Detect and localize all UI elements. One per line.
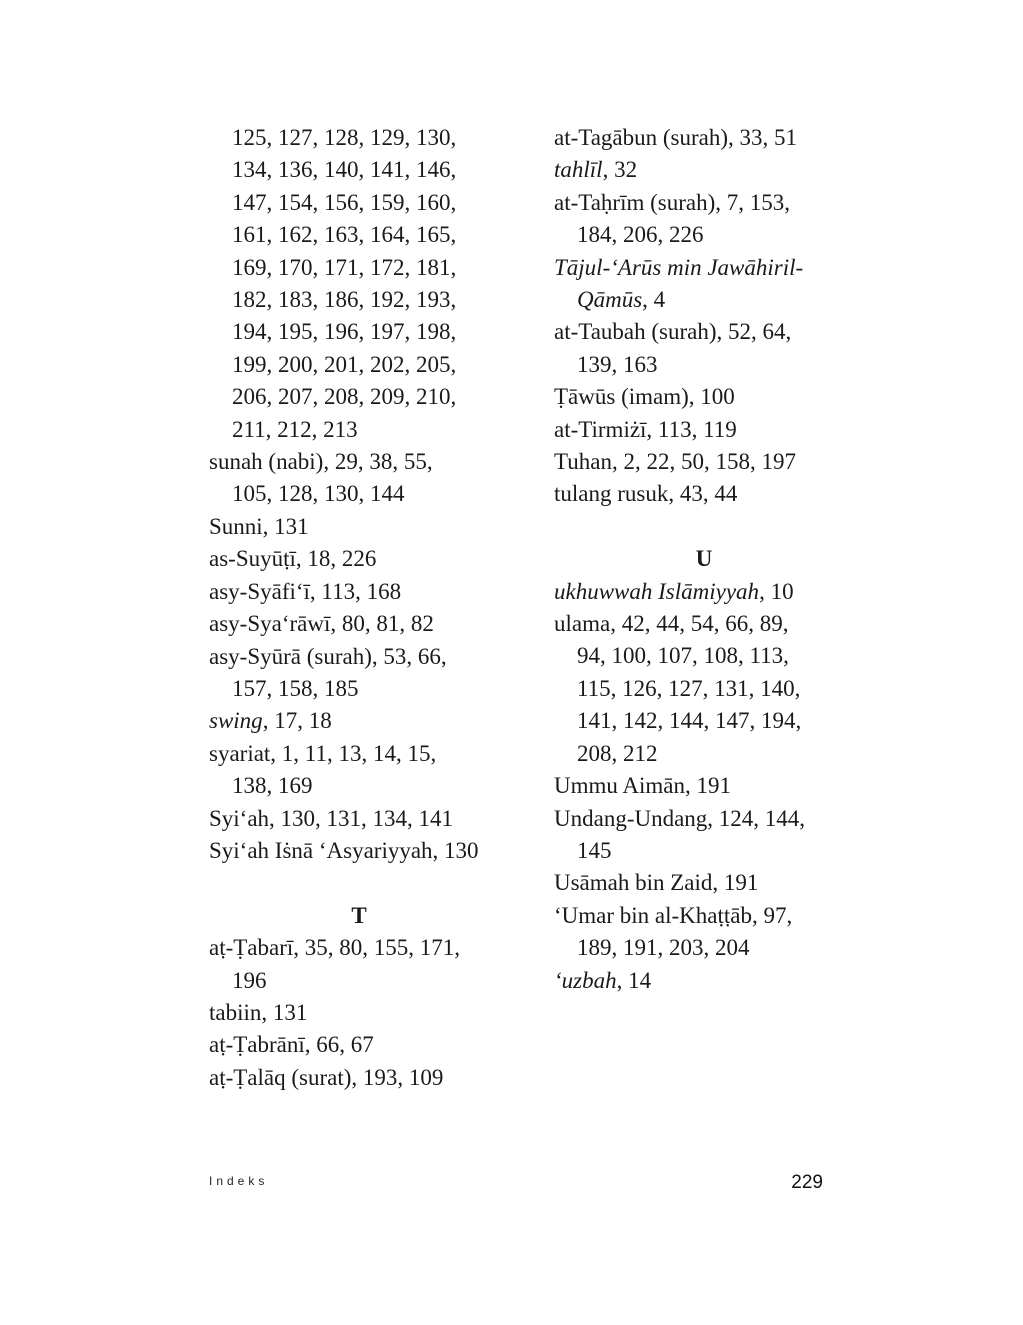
section-heading-u: U (695, 546, 713, 572)
index-entry-syarawi: asy-Syaʻrāwī, 80, 81, 82 (209, 611, 434, 637)
page-number: 229 (791, 1172, 823, 1193)
index-entry-tabiin: tabiin, 131 (209, 999, 308, 1025)
running-footer-section: Indeks (209, 1174, 269, 1188)
index-entry-continuation: 184, 206, 226 (577, 222, 704, 248)
index-entry-continuation: 182, 183, 186, 192, 193, (232, 287, 457, 313)
index-pages: , 17, 18 (262, 708, 332, 734)
index-entry-syiah-isna: Syiʻah Iṡnā ʻAsyariyyah, 130 (209, 837, 479, 863)
index-entry-continuation: 141, 142, 144, 147, 194, (577, 708, 802, 734)
index-entry-umar: ʻUmar bin al-Khaṭṭāb, 97, (554, 902, 793, 928)
index-pages: , 10 (759, 578, 794, 604)
index-term-italic: tahlīl (554, 157, 603, 183)
index-entry-continuation: 211, 212, 213 (232, 416, 358, 442)
index-entry-tabrani: aṭ-Ṭabrānī, 66, 67 (209, 1032, 374, 1058)
section-spacer (554, 511, 854, 543)
index-pages: , 4 (642, 287, 666, 313)
index-entry-continuation: 157, 158, 185 (232, 675, 359, 701)
index-entry-continuation: 105, 128, 130, 144 (232, 481, 405, 507)
index-entry-syura: asy-Syūrā (surah), 53, 66, (209, 643, 447, 669)
index-pages: , 32 (602, 157, 638, 183)
index-entry-tahlil (554, 154, 854, 186)
index-entry-syariat: syariat, 1, 11, 13, 14, 15, (209, 740, 437, 766)
index-entry-taubah: at-Taubah (surah), 52, 64, (554, 319, 792, 345)
index-entry-continuation: 206, 207, 208, 209, 210, (232, 384, 457, 410)
index-entry-continuation (554, 284, 854, 316)
section-spacer (209, 867, 509, 899)
index-entry-continuation: 147, 154, 156, 159, 160, (232, 189, 457, 215)
index-entry-usamah: Usāmah bin Zaid, 191 (554, 870, 759, 896)
index-pages: , 14 (616, 967, 652, 993)
index-entry-tawus: Ṭāwūs (imam), 100 (554, 384, 735, 410)
index-entry-syafii: asy-Syāfiʻī, 113, 168 (209, 578, 402, 604)
index-term-italic: swing (209, 708, 263, 734)
index-entry-continuation: 145 (577, 837, 612, 863)
index-entry-tahrim: at-Taḥrīm (surah), 7, 153, (554, 189, 790, 215)
index-column-right (554, 122, 854, 997)
index-entry-continuation: 134, 136, 140, 141, 146, (232, 157, 457, 183)
index-entry-continuation: 138, 169 (232, 773, 313, 799)
index-term-italic: Qāmūs (577, 287, 643, 313)
index-term-italic: ʻuzbah (554, 967, 617, 993)
index-entry-continuation: 199, 200, 201, 202, 205, (232, 351, 457, 377)
index-entry-continuation: 94, 100, 107, 108, 113, (577, 643, 789, 669)
index-entry-ummu-aiman: Ummu Aimān, 191 (554, 773, 731, 799)
index-entry-tajul-arus: Tājul-ʻArūs min Jawāhiril- (554, 254, 804, 280)
index-entry-tuhan: Tuhan, 2, 22, 50, 158, 197 (554, 449, 796, 475)
index-entry-sunni: Sunni, 131 (209, 513, 309, 539)
index-entry-continuation: 115, 126, 127, 131, 140, (577, 675, 801, 701)
index-column-left (209, 122, 509, 1094)
section-heading-t: T (351, 902, 367, 928)
index-term-italic: ukhuwwah Islāmiyyah (554, 578, 760, 604)
index-entry-sunah: sunah (nabi), 29, 38, 55, (209, 449, 433, 475)
index-entry-continuation: 125, 127, 128, 129, 130, (232, 125, 457, 150)
index-entry-undang-undang: Undang-Undang, 124, 144, (554, 805, 806, 831)
index-entry-tabari: aṭ-Ṭabarī, 35, 80, 155, 171, (209, 935, 461, 961)
index-entry-uzbah (554, 965, 854, 997)
index-entry-swing (209, 705, 509, 737)
index-entry-talaq: aṭ-Ṭalāq (surat), 193, 109 (209, 1064, 444, 1090)
index-entry-suyuti: as-Suyūṭī, 18, 226 (209, 546, 377, 572)
index-entry-continuation: 189, 191, 203, 204 (577, 935, 750, 961)
index-entry-continuation: 139, 163 (577, 351, 658, 377)
index-entry-tagabun: at-Tagābun (surah), 33, 51 (554, 125, 798, 150)
index-entry-tirmizi: at-Tirmiżī, 113, 119 (554, 416, 737, 442)
index-entry-ukhuwwah (554, 576, 854, 608)
index-entry-continuation: 196 (232, 967, 267, 993)
index-entry-continuation: 161, 162, 163, 164, 165, (232, 222, 457, 248)
index-entry-ulama: ulama, 42, 44, 54, 66, 89, (554, 611, 789, 637)
index-entry-continuation: 194, 195, 196, 197, 198, (232, 319, 457, 345)
index-entry-continuation: 169, 170, 171, 172, 181, (232, 254, 457, 280)
index-entry-syiah: Syiʻah, 130, 131, 134, 141 (209, 805, 454, 831)
index-entry-continuation: 208, 212 (577, 740, 658, 766)
index-entry-tulang-rusuk: tulang rusuk, 43, 44 (554, 481, 738, 507)
